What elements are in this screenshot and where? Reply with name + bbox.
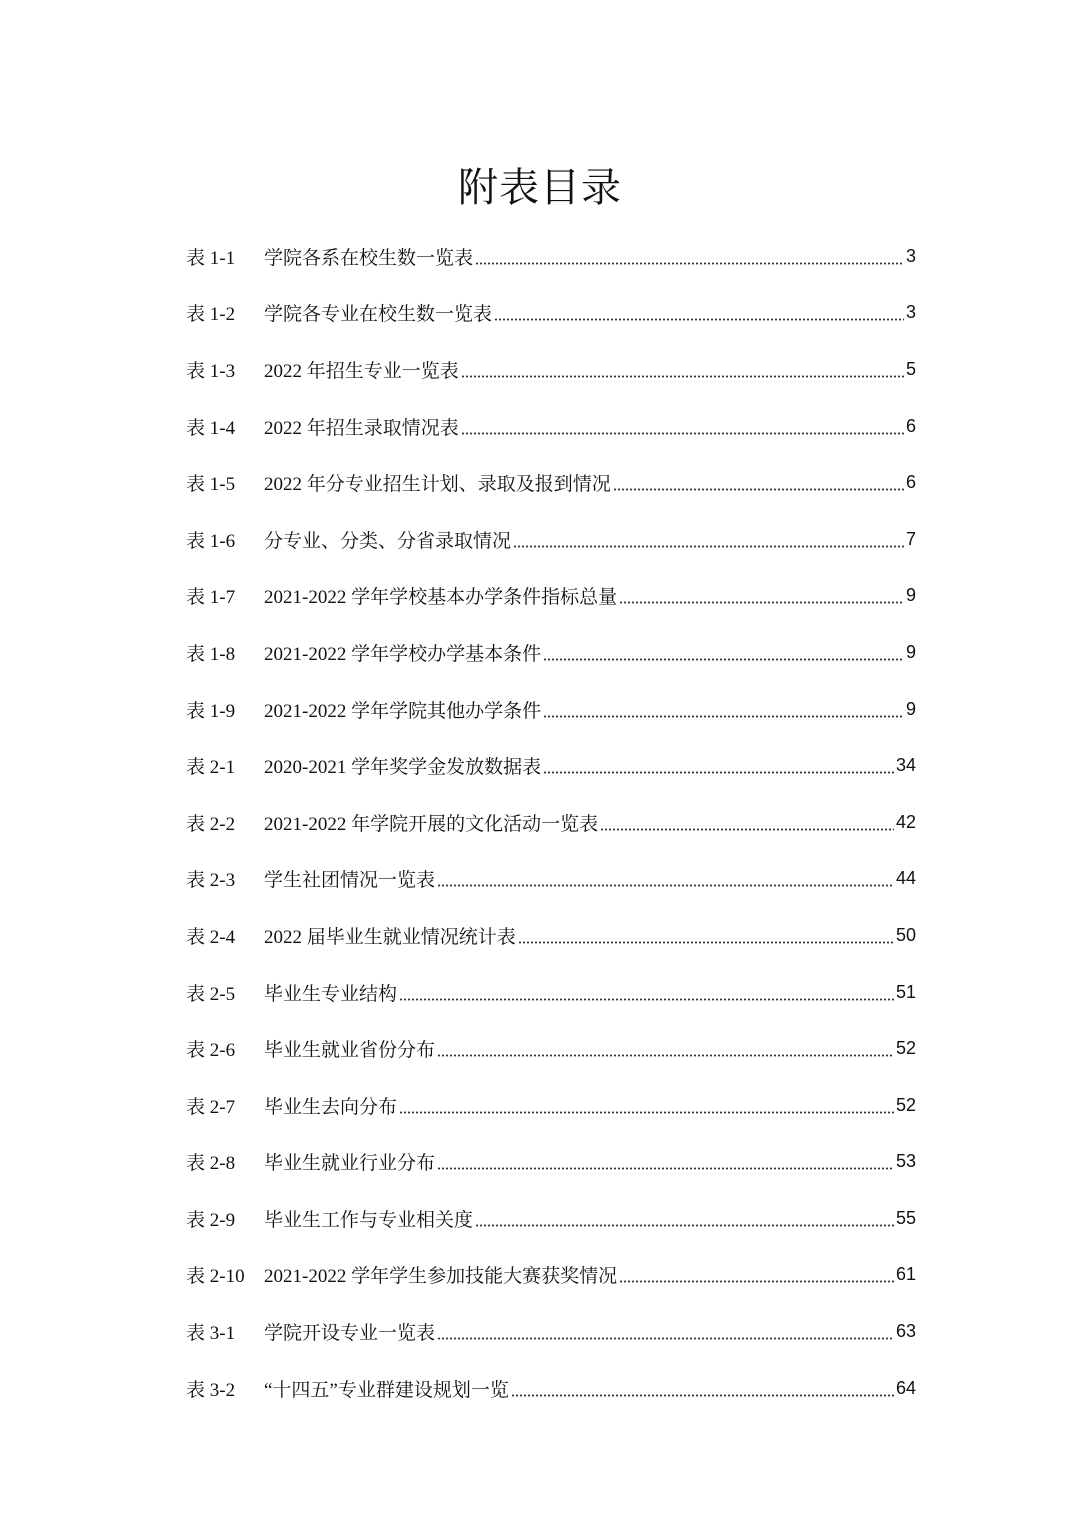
toc-entry-number: 表 3-1 [186,1323,236,1345]
toc-entry-page-number: 9 [905,641,916,662]
toc-entry[interactable] [186,1020,916,1077]
toc-entry-number: 表 1-9 [186,700,236,722]
toc-entry-number: 表 1-5 [186,474,236,496]
toc-entry-page-number: 63 [895,1321,916,1342]
page-title: 附表目录 [458,165,622,211]
toc-dot-leader [619,601,904,604]
toc-entry-title: 2021-2022 学年学校办学基本条件 [264,643,542,665]
toc-entry-number: 表 2-1 [186,757,236,779]
toc-dot-leader [437,1337,894,1340]
toc-entry-page-number: 64 [895,1377,916,1398]
toc-entry-page-number: 7 [905,528,916,549]
toc-entry-title: 分专业、分类、分省录取情况 [264,530,512,552]
toc-entry-title: 毕业生去向分布 [264,1096,398,1118]
toc-entry-number: 表 1-6 [186,530,236,552]
toc-entry[interactable] [186,1360,916,1417]
toc-entry-page-number: 3 [905,245,916,266]
toc-entry[interactable] [186,907,916,964]
toc-dot-leader [461,432,904,435]
toc-dot-leader [518,941,894,944]
toc-entry-number: 表 1-1 [186,247,236,269]
toc-entry-page-number: 55 [895,1207,916,1228]
toc-entry[interactable] [186,511,916,568]
toc-entry-page-number: 5 [905,358,916,379]
toc-entry[interactable] [186,737,916,794]
table-of-contents [186,228,916,1416]
toc-entry-page-number: 42 [895,811,916,832]
toc-entry[interactable] [186,794,916,851]
toc-entry-title: 2022 年招生专业一览表 [264,360,459,382]
toc-entry[interactable] [186,1303,916,1360]
toc-entry-number: 表 1-2 [186,304,236,326]
toc-entry[interactable] [186,568,916,625]
toc-entry[interactable] [186,285,916,342]
toc-entry-title: 2020-2021 学年奖学金发放数据表 [264,757,542,779]
toc-dot-leader [399,1111,894,1114]
toc-entry[interactable] [186,1247,916,1304]
toc-entry-page-number: 52 [895,1038,916,1059]
toc-entry-number: 表 2-5 [186,983,236,1005]
toc-entry[interactable] [186,454,916,511]
toc-entry-title: 学生社团情况一览表 [264,870,436,892]
toc-entry-page-number: 52 [895,1094,916,1115]
toc-entry[interactable] [186,1077,916,1134]
toc-entry-page-number: 34 [895,755,916,776]
toc-entry-page-number: 6 [905,472,916,493]
toc-dot-leader [600,828,894,831]
toc-entry-title: 学院开设专业一览表 [264,1323,436,1345]
toc-entry-number: 表 2-10 [186,1266,245,1288]
toc-entry[interactable] [186,851,916,908]
toc-dot-leader [513,545,904,548]
toc-entry-page-number: 53 [895,1151,916,1172]
toc-entry-number: 表 2-6 [186,1040,236,1062]
toc-entry-title: 毕业生工作与专业相关度 [264,1209,474,1231]
toc-entry-title: 2021-2022 学年学校基本办学条件指标总量 [264,587,618,609]
toc-entry-title: 2022 届毕业生就业情况统计表 [264,926,516,948]
toc-entry[interactable] [186,1134,916,1191]
toc-entry-page-number: 44 [895,868,916,889]
toc-entry-number: 表 2-4 [186,926,236,948]
toc-entry-title: 毕业生就业行业分布 [264,1153,436,1175]
toc-entry-number: 表 1-7 [186,587,236,609]
toc-dot-leader [543,715,904,718]
toc-entry-title: “十四五”专业群建设规划一览 [264,1379,509,1401]
toc-entry[interactable] [186,398,916,455]
toc-dot-leader [619,1280,894,1283]
toc-dot-leader [475,262,904,265]
toc-entry-page-number: 51 [895,981,916,1002]
toc-entry[interactable] [186,624,916,681]
toc-entry-title: 学院各系在校生数一览表 [264,247,474,269]
toc-entry-page-number: 3 [905,302,916,323]
toc-entry-page-number: 9 [905,585,916,606]
toc-entry[interactable] [186,1190,916,1247]
toc-entry-page-number: 61 [895,1264,916,1285]
toc-dot-leader [437,1054,894,1057]
toc-entry[interactable] [186,964,916,1021]
toc-entry-number: 表 2-8 [186,1153,236,1175]
toc-entry[interactable] [186,228,916,285]
toc-dot-leader [475,1224,894,1227]
toc-entry-number: 表 1-4 [186,417,236,439]
toc-entry-title: 毕业生就业省份分布 [264,1040,436,1062]
toc-entry-number: 表 2-9 [186,1209,236,1231]
toc-dot-leader [543,771,894,774]
toc-dot-leader [437,884,894,887]
toc-entry-title: 毕业生专业结构 [264,983,398,1005]
toc-entry-title: 2022 年分专业招生计划、录取及报到情况 [264,474,611,496]
toc-entry-page-number: 6 [905,415,916,436]
toc-entry-title: 2022 年招生录取情况表 [264,417,459,439]
toc-dot-leader [437,1167,894,1170]
toc-entry-title: 2021-2022 年学院开展的文化活动一览表 [264,813,599,835]
toc-dot-leader [399,998,894,1001]
toc-dot-leader [511,1394,894,1397]
toc-entry-number: 表 1-3 [186,360,236,382]
toc-entry-number: 表 2-3 [186,870,236,892]
toc-entry-title: 学院各专业在校生数一览表 [264,304,493,326]
toc-entry-number: 表 2-7 [186,1096,236,1118]
toc-entry[interactable] [186,341,916,398]
toc-entry-title: 2021-2022 学年学院其他办学条件 [264,700,542,722]
toc-entry-number: 表 2-2 [186,813,236,835]
toc-entry-page-number: 9 [905,698,916,719]
toc-dot-leader [543,658,904,661]
toc-entry-title: 2021-2022 学年学生参加技能大赛获奖情况 [264,1266,618,1288]
toc-dot-leader [494,318,904,321]
toc-entry-number: 表 3-2 [186,1379,236,1401]
toc-entry-number: 表 1-8 [186,643,236,665]
toc-entry[interactable] [186,681,916,738]
toc-dot-leader [613,488,904,491]
toc-dot-leader [461,375,904,378]
toc-entry-page-number: 50 [895,924,916,945]
